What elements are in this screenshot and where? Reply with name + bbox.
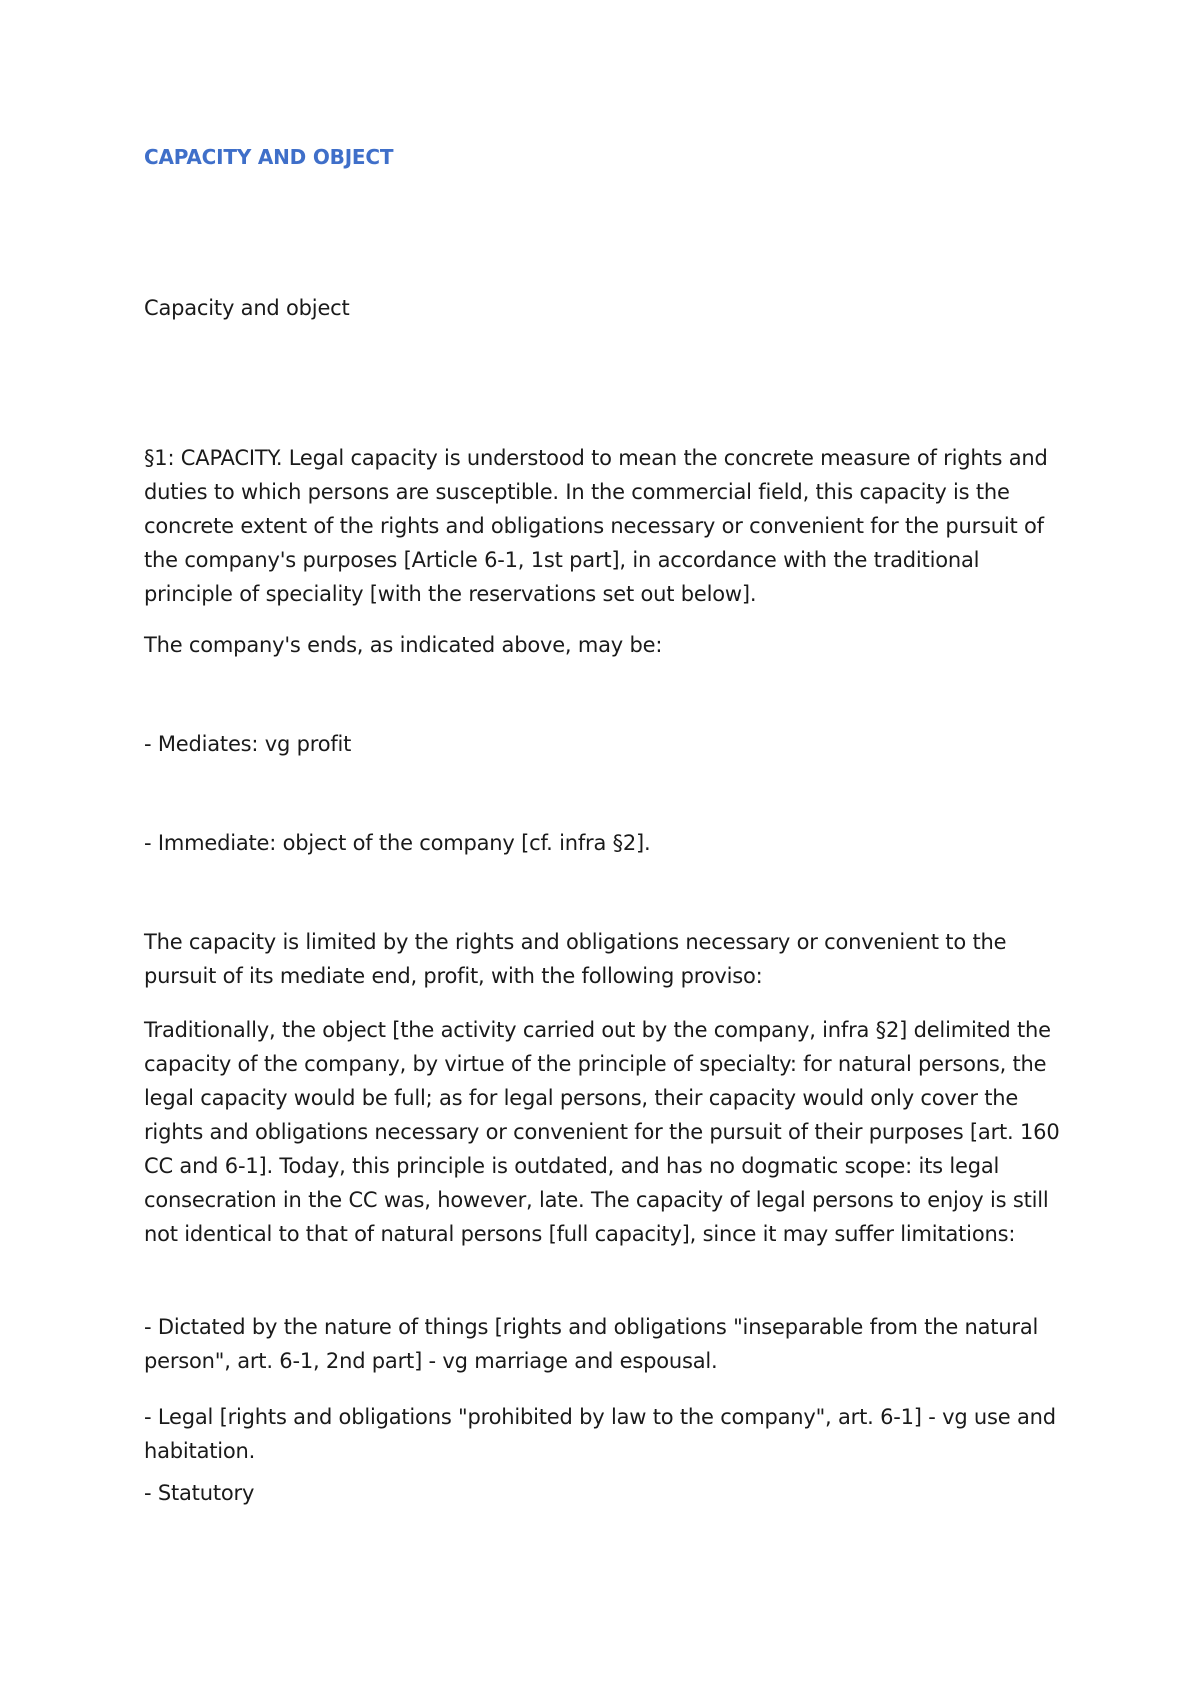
paragraph-text: §1: CAPACITY. Legal capacity is understood to mean the concrete measure of rights and duties to which persons are susceptible. In the commercial field, this capacity is the concrete extent of the rights and obligations necessary or convenient for the pursuit of the company's purposes [Article 6-1, 1st part], in accordance with the traditional principle of speciality [with the reservations set out below].: [144, 446, 1048, 606]
paragraph-company-ends: [144, 628, 1064, 662]
paragraph-capacity-definition: [144, 441, 1064, 611]
list-item-text: - Mediates: vg profit: [144, 732, 352, 756]
paragraph-text: The company's ends, as indicated above, may be:: [144, 633, 663, 657]
list-item-nature-of-things: [144, 1310, 1064, 1378]
list-item-text: - Statutory: [144, 1481, 255, 1505]
paragraph-text: The capacity is limited by the rights and obligations necessary or convenient to the pursuit of its mediate end, profit, with the following proviso:: [144, 930, 1007, 988]
list-item-mediates: [144, 727, 1064, 761]
list-item-immediate: [144, 826, 1064, 860]
document-heading: CAPACITY AND OBJECT: [144, 145, 394, 169]
document-subtitle: Capacity and object: [144, 296, 350, 320]
paragraph-traditionally: [144, 1013, 1064, 1251]
list-item-statutory: [144, 1476, 1064, 1510]
list-item-text: - Legal [rights and obligations "prohibited by law to the company", art. 6-1] - vg use and habitation.: [144, 1405, 1056, 1463]
paragraph-text: Traditionally, the object [the activity carried out by the company, infra §2] delimited the capacity of the company, by virtue of the principle of specialty: for natural persons, the legal capacity would be full; as for legal persons, their capacity would only cover the rights and obligations necessary or convenient for the pursuit of their purposes [art. 160 CC and 6-1]. Today, this principle is outdated, and has no dogmatic scope: its legal consecration in the CC was, however, late. The capacity of legal persons to enjoy is still not identical to that of natural persons [full capacity], since it may suffer limitations:: [144, 1018, 1060, 1246]
paragraph-capacity-limited: [144, 925, 1064, 993]
list-item-text: - Dictated by the nature of things [rights and obligations "inseparable from the natural person", art. 6-1, 2nd part] - vg marriage and espousal.: [144, 1315, 1039, 1373]
list-item-legal: [144, 1400, 1064, 1468]
list-item-text: - Immediate: object of the company [cf. infra §2].: [144, 831, 651, 855]
